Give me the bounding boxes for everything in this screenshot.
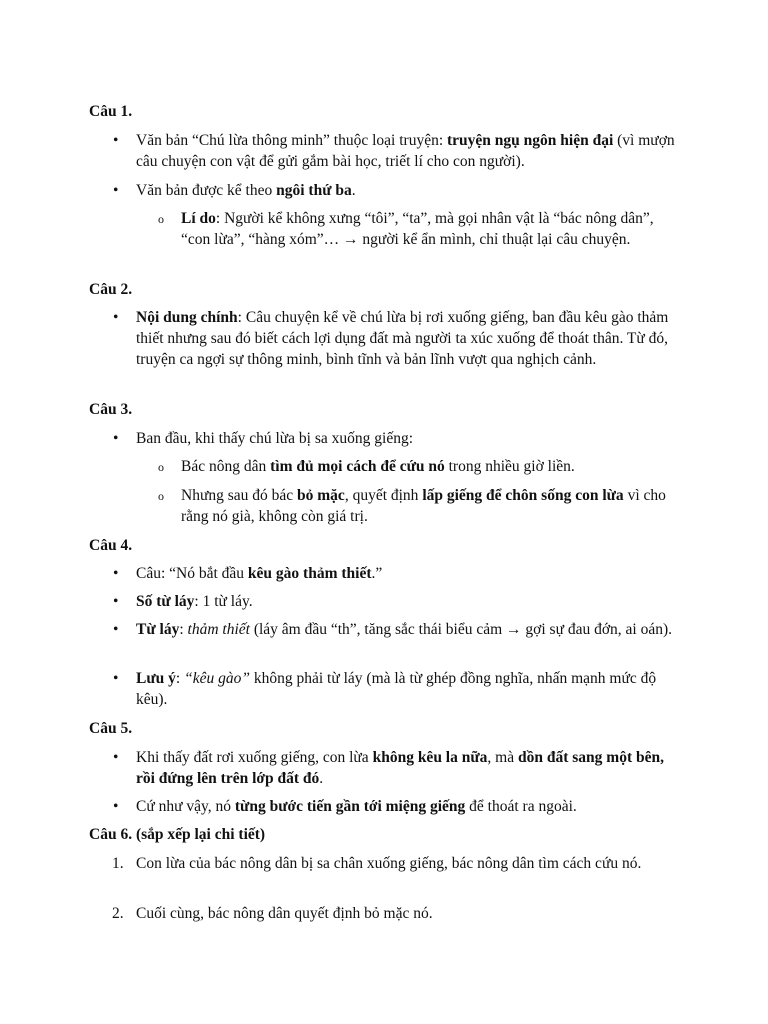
text: Văn bản được kể theo [136, 182, 277, 199]
q4-item-3 [113, 619, 676, 640]
text: , quyết định [344, 487, 423, 504]
q5-item-2 [113, 796, 676, 817]
text: : Câu chuyện kể về chú lừa bị rơi xuống giếng, ban đầu kêu gào thảm thiết nhưng sau đó biết cách lợi dụng đất mà người ta xúc xuống để thoát thân. Từ đó, truyện ca ngợi sự thông minh, bình tĩnh và bản lĩnh vượt qua nghịch cảnh. [136, 309, 669, 368]
bold-text: tìm đủ mọi cách để cứu nó [270, 458, 445, 475]
q4-item-1 [113, 563, 676, 584]
q6-item-1 [112, 853, 676, 874]
q4-item-4 [113, 668, 676, 710]
text: Khi thấy đất rơi xuống giếng, con lừa [136, 749, 373, 766]
bold-text: Lưu ý [136, 670, 176, 687]
q5-heading: Câu 5. [89, 720, 133, 737]
q3-item-1 [113, 428, 676, 449]
q3-subitem-2 [158, 485, 677, 527]
bold-text: Từ láy [136, 621, 180, 638]
circle-mark: o [158, 460, 164, 474]
text: , mà [487, 749, 518, 766]
italic-text: “kêu gào” [184, 670, 250, 687]
q2-heading: Câu 2. [89, 281, 133, 298]
bullet-mark: • [113, 593, 119, 610]
q1-heading: Câu 1. [89, 103, 133, 120]
text: : Người kể không xưng “tôi”, “ta”, mà gọi nhân vật là “bác nông dân”, “con lừa”, “hàng xóm”… → người kể ẩn mình, chỉ thuật lại câu chuyện. [181, 210, 654, 248]
q4-heading: Câu 4. [89, 537, 133, 554]
italic-text: thảm thiết [187, 621, 250, 638]
list-number: 1. [112, 855, 124, 872]
q5-item-1 [113, 747, 676, 789]
text: : [179, 621, 188, 638]
bullet-mark: • [113, 309, 119, 326]
text: Bác nông dân [181, 458, 271, 475]
q1-item-2 [113, 180, 676, 201]
text: Cuối cùng, bác nông dân quyết định bỏ mặc nó. [136, 905, 433, 922]
text: Ban đầu, khi thấy chú lừa bị sa xuống giếng: [136, 430, 414, 447]
q3-heading: Câu 3. [89, 401, 133, 418]
q2-item-1 [113, 307, 676, 370]
q1-item-1 [113, 130, 676, 172]
bold-text: bỏ mặc [297, 487, 345, 504]
bullet-mark: • [113, 182, 119, 199]
bold-text: Số từ láy [136, 593, 195, 610]
text: : 1 từ láy. [194, 593, 253, 610]
bullet-mark: • [113, 565, 119, 582]
text: .” [371, 565, 383, 582]
text: vì cho rằng nó già, không còn giá trị. [181, 487, 666, 525]
circle-mark: o [158, 489, 164, 503]
bold-text: từng bước tiến gần tới miệng giếng [234, 798, 466, 815]
bold-text: kêu gào thảm thiết [247, 565, 372, 582]
bullet-mark: • [113, 749, 119, 766]
text: để thoát ra ngoài. [465, 798, 577, 815]
text: . [319, 770, 324, 787]
q1-subitem-1 [158, 208, 677, 250]
bold-text: dồn đất sang một bên, rồi đứng lên trên lớp đất đó [136, 749, 664, 787]
bold-text: lấp giếng để chôn sống con lừa [422, 487, 624, 504]
text: Câu: “Nó bắt đầu [136, 565, 248, 582]
text: không phải từ láy (mà là từ ghép đồng nghĩa, nhấn mạnh mức độ kêu). [136, 670, 657, 708]
bold-text: truyện ngụ ngôn hiện đại [447, 132, 614, 149]
q6-heading: Câu 6. (sắp xếp lại chi tiết) [89, 826, 266, 843]
bold-text: không kêu la nữa [372, 749, 488, 766]
q4-item-2 [113, 591, 676, 612]
bullet-mark: • [113, 132, 119, 149]
bold-text: Nội dung chính [136, 309, 238, 326]
bullet-mark: • [113, 798, 119, 815]
text: . [351, 182, 356, 199]
text: Văn bản “Chú lừa thông minh” thuộc loại truyện: [136, 132, 448, 149]
text: : [175, 670, 185, 687]
bold-text: ngôi thứ ba [276, 182, 352, 199]
q6-item-2 [112, 903, 676, 924]
text: trong nhiều giờ liền. [444, 458, 575, 475]
circle-mark: o [158, 212, 164, 226]
text: Con lừa của bác nông dân bị sa chân xuống giếng, bác nông dân tìm cách cứu nó. [136, 855, 642, 872]
list-number: 2. [112, 905, 124, 922]
q3-subitem-1 [158, 456, 677, 477]
bullet-mark: • [113, 670, 119, 687]
text: Cứ như vậy, nó [136, 798, 235, 815]
text: Nhưng sau đó bác [181, 487, 298, 504]
text: (láy âm đầu “th”, tăng sắc thái biểu cảm → gợi sự đau đớn, ai oán). [249, 621, 673, 638]
text: (vì mượn câu chuyện con vật để gửi gắm bài học, triết lí cho con người). [136, 132, 675, 170]
bullet-mark: • [113, 430, 119, 447]
bullet-mark: • [113, 621, 119, 638]
bold-text: Lí do [181, 210, 216, 227]
